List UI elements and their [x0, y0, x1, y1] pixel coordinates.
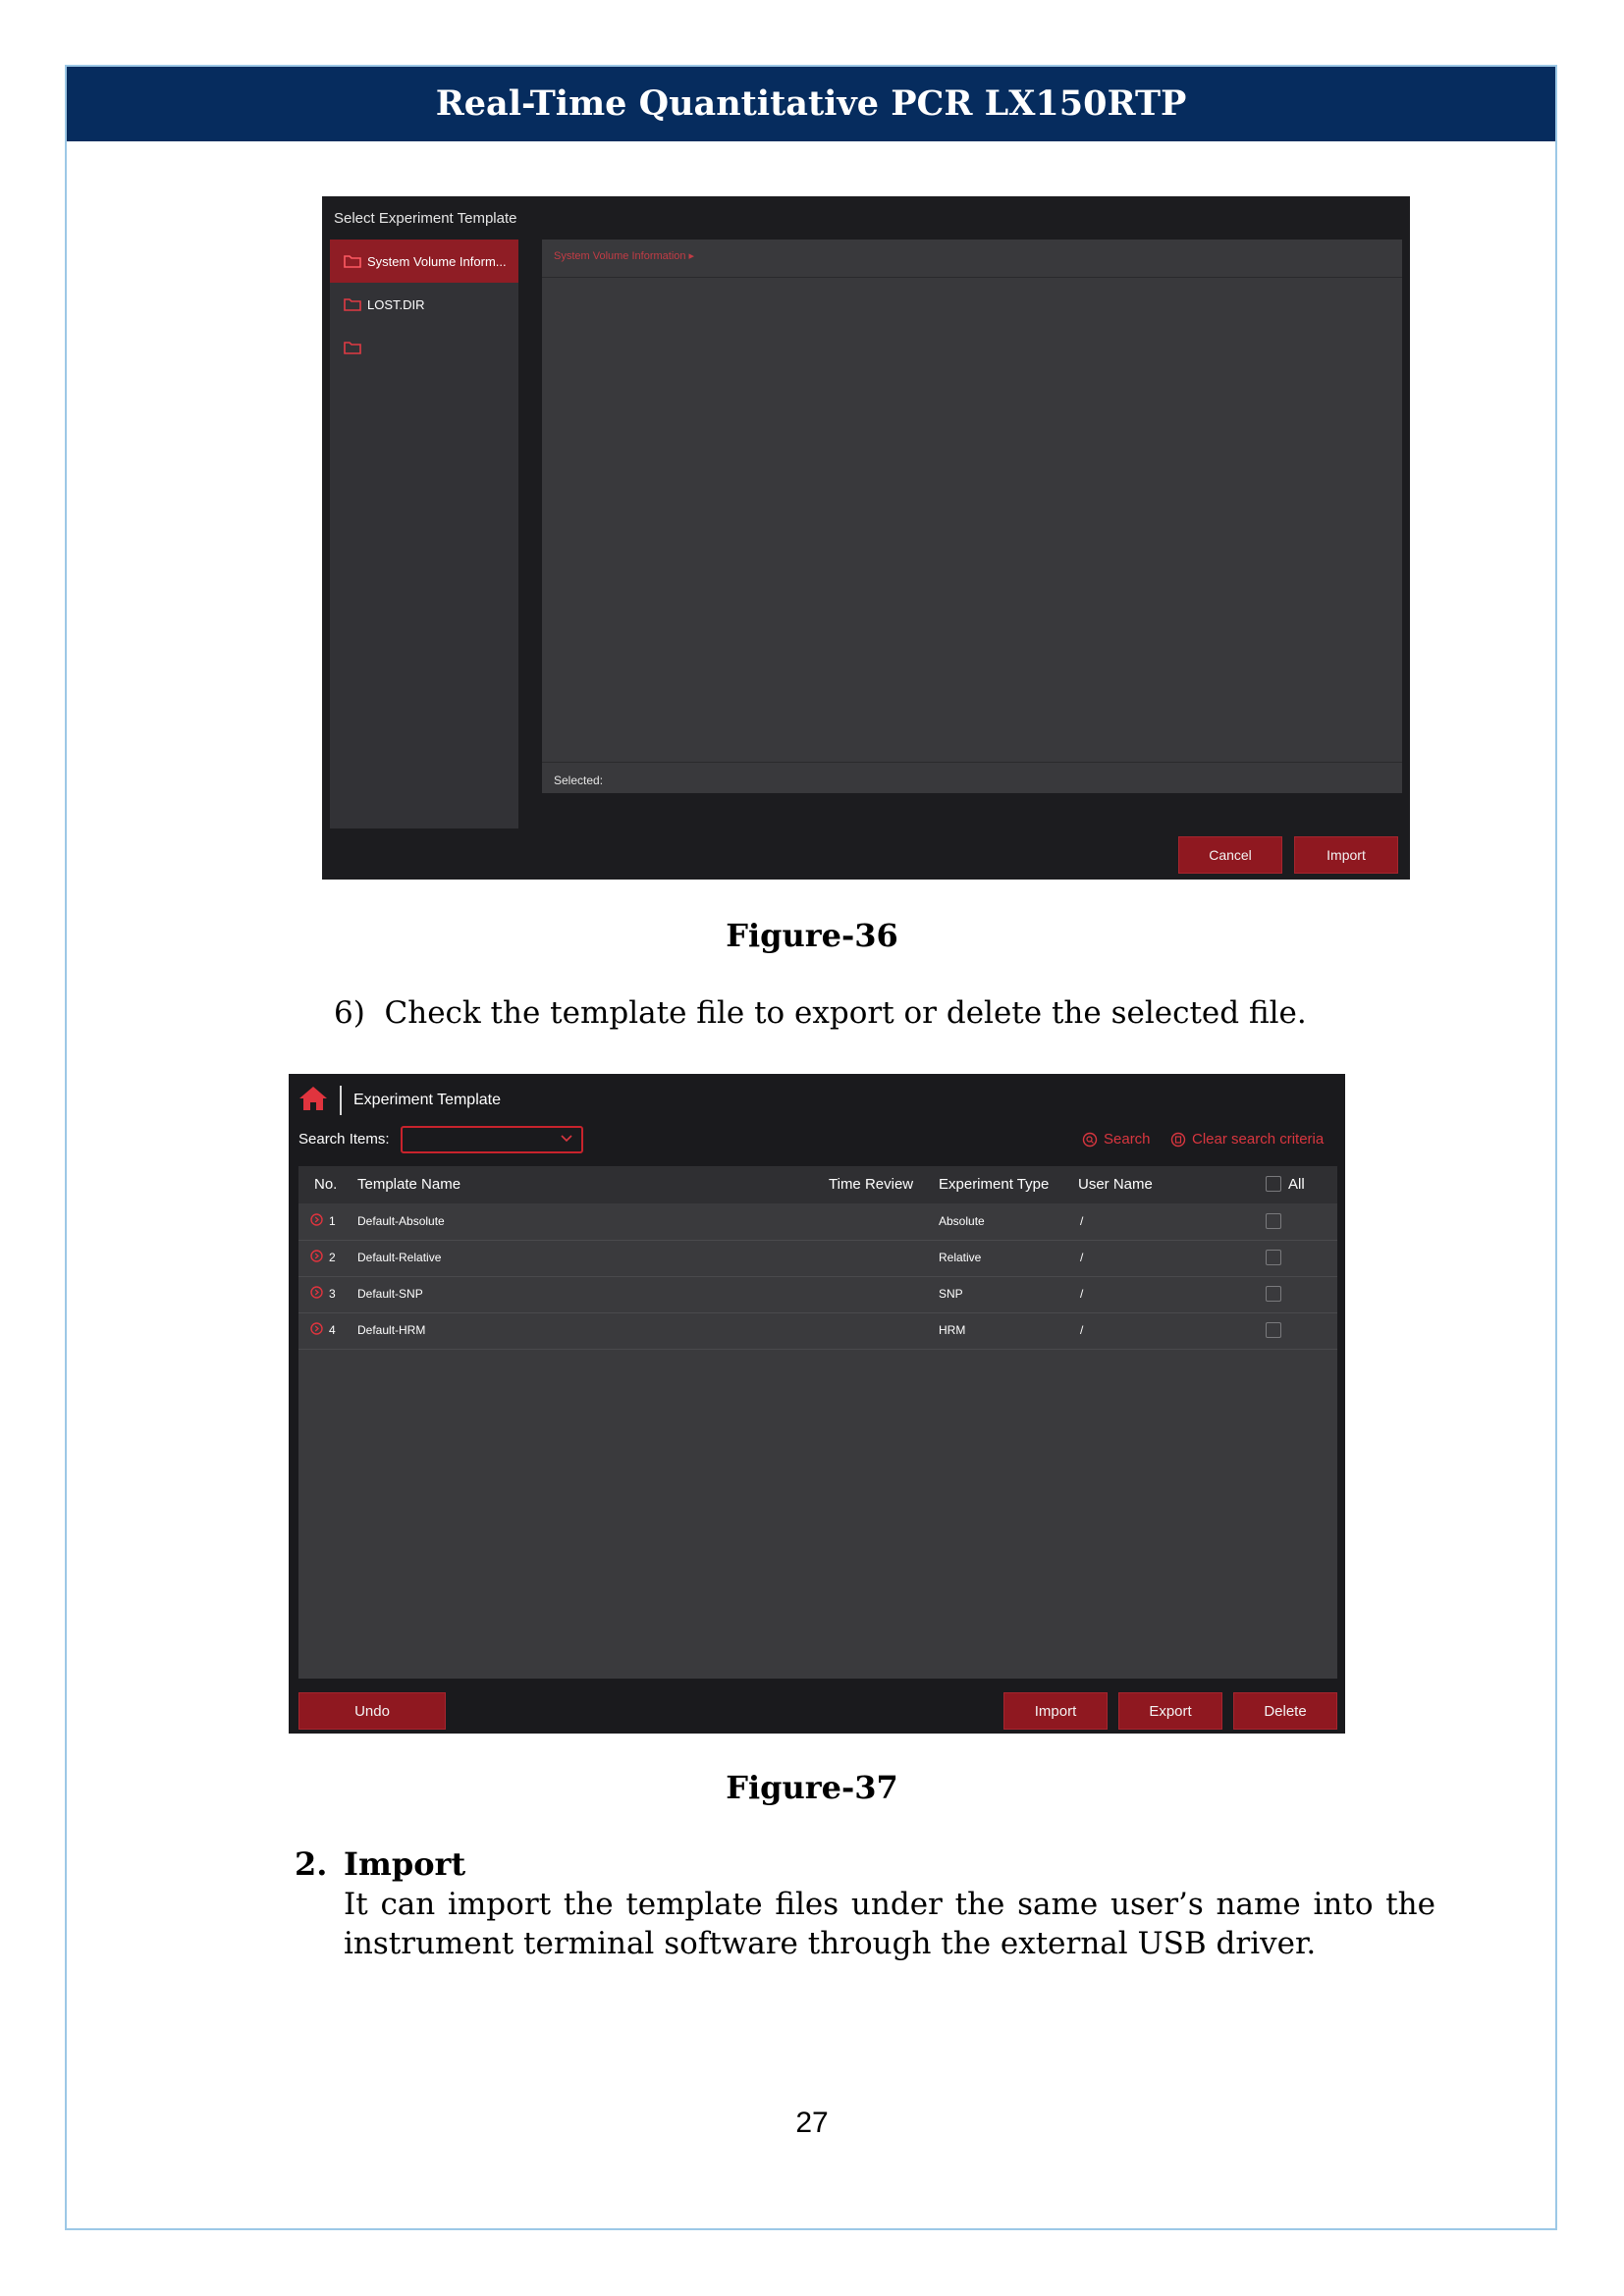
expand-icon[interactable] [310, 1250, 323, 1262]
clear-search-button[interactable] [1170, 1131, 1324, 1148]
current-path[interactable]: System Volume Information ▸ [554, 250, 695, 262]
section-number: 2. [295, 1845, 328, 1883]
experiment-type: Relative [939, 1251, 982, 1264]
clear-icon [1170, 1132, 1186, 1148]
folder-label: System Volume Inform... [367, 253, 507, 269]
template-name: Default-HRM [357, 1323, 426, 1337]
folder-item-lost-dir[interactable] [330, 283, 518, 326]
divider [542, 762, 1402, 763]
search-items-select[interactable] [401, 1126, 583, 1153]
home-icon[interactable] [298, 1086, 328, 1111]
selected-label: Selected: [554, 774, 604, 787]
template-name: Default-Absolute [357, 1214, 445, 1228]
undo-button[interactable]: Undo [298, 1692, 446, 1730]
experiment-type: Absolute [939, 1214, 985, 1228]
cancel-button[interactable]: Cancel [1178, 836, 1282, 874]
section-body: It can import the template files under the same user’s name into the instrument terminal software through the external USB driver. [344, 1887, 1435, 1961]
row-checkbox[interactable] [1266, 1286, 1281, 1302]
page-header [67, 67, 1555, 141]
table-row[interactable] [298, 1276, 1337, 1313]
expand-icon[interactable] [310, 1322, 323, 1335]
column-header-all: All [1288, 1176, 1305, 1193]
expand-icon[interactable] [310, 1286, 323, 1299]
figure-37-caption: Figure-37 [726, 1769, 898, 1806]
column-header-experiment-type: Experiment Type [939, 1176, 1050, 1193]
row-number: 2 [329, 1251, 336, 1264]
row-checkbox[interactable] [1266, 1322, 1281, 1338]
template-name: Default-Relative [357, 1251, 442, 1264]
column-header-time-review: Time Review [829, 1176, 914, 1193]
column-header-user-name: User Name [1078, 1176, 1153, 1193]
template-name: Default-SNP [357, 1287, 423, 1301]
folder-icon [344, 297, 361, 311]
template-table [298, 1166, 1337, 1679]
row-checkbox[interactable] [1266, 1250, 1281, 1265]
search-items-label: Search Items: [298, 1131, 390, 1148]
page-number: 27 [795, 2107, 829, 2139]
column-header-no: No. [314, 1176, 338, 1193]
figure-36-caption: Figure-36 [726, 917, 898, 954]
select-all-checkbox[interactable] [1266, 1176, 1281, 1192]
header-title: Real-Time Quantitative PCR LX150RTP [435, 83, 1187, 124]
search-button[interactable] [1082, 1131, 1151, 1148]
section-heading [295, 1845, 465, 1883]
search-label: Search [1104, 1131, 1151, 1148]
folder-label: LOST.DIR [367, 296, 425, 312]
expand-icon[interactable] [310, 1213, 323, 1226]
table-row[interactable] [298, 1240, 1337, 1277]
figure-36-screenshot [322, 196, 1410, 880]
row-number: 1 [329, 1214, 336, 1228]
page-title: Experiment Template [353, 1092, 501, 1108]
row-number: 3 [329, 1287, 336, 1301]
export-button[interactable]: Export [1118, 1692, 1222, 1730]
row-number: 4 [329, 1323, 336, 1337]
table-row[interactable] [298, 1203, 1337, 1241]
column-header-template-name: Template Name [357, 1176, 461, 1193]
search-icon [1082, 1132, 1098, 1148]
delete-button[interactable]: Delete [1233, 1692, 1337, 1730]
section-title: Import [344, 1845, 466, 1883]
folder-item-unnamed[interactable] [330, 326, 518, 369]
user-name: / [1080, 1323, 1084, 1337]
import-button[interactable]: Import [1003, 1692, 1108, 1730]
row-checkbox[interactable] [1266, 1213, 1281, 1229]
file-content-pane [542, 240, 1402, 793]
user-name: / [1080, 1287, 1084, 1301]
divider [542, 277, 1402, 278]
experiment-type: HRM [939, 1323, 966, 1337]
user-name: / [1080, 1214, 1084, 1228]
dialog-title: Select Experiment Template [334, 210, 517, 227]
folder-icon [344, 254, 361, 268]
divider [340, 1086, 342, 1115]
user-name: / [1080, 1251, 1084, 1264]
experiment-type: SNP [939, 1287, 963, 1301]
step-6-text: 6) Check the template file to export or delete the selected file. [334, 995, 1307, 1031]
figure-37-screenshot [289, 1074, 1345, 1734]
table-header [298, 1166, 1337, 1203]
folder-icon [344, 341, 361, 354]
folder-item-system-volume[interactable] [330, 240, 518, 283]
folder-list [330, 240, 518, 828]
import-button[interactable]: Import [1294, 836, 1398, 874]
table-row[interactable] [298, 1312, 1337, 1350]
chevron-down-icon [560, 1132, 573, 1146]
clear-search-label: Clear search criteria [1192, 1131, 1325, 1148]
